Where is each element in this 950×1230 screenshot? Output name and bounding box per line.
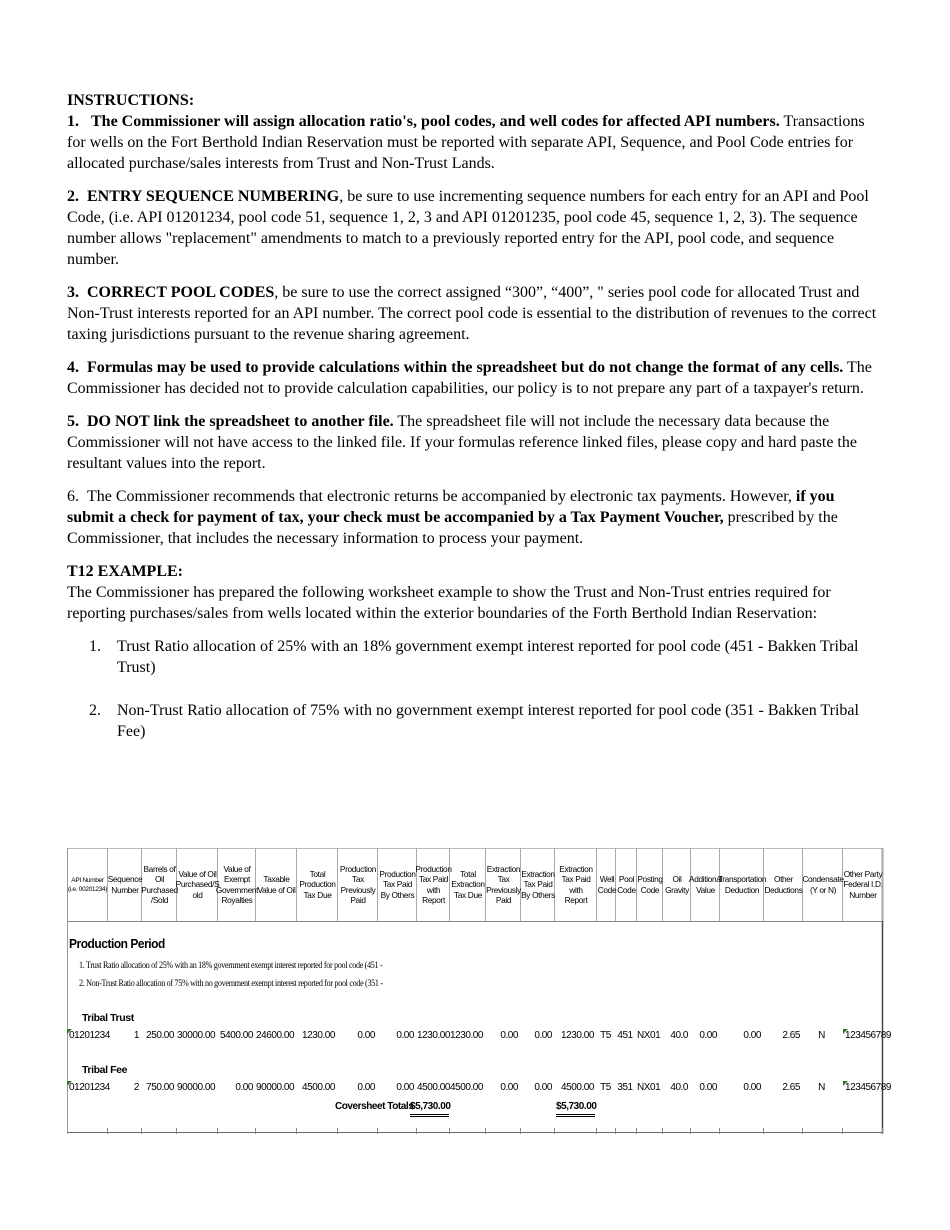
table-cell[interactable]: 0.00 [235, 1082, 253, 1093]
worksheet-note-2: 2. Non-Trust Ratio allocation of 75% with no government exempt interest reported for pool code (351 - [79, 978, 383, 988]
group-label-tribal-fee: Tribal Fee [82, 1064, 128, 1076]
item-bold-text: if you submit a check for payment of tax, your check must be accompanied by a Tax Payment Voucher, [67, 488, 835, 526]
table-cell[interactable]: 0.00 [357, 1082, 375, 1093]
column-header: Sequence Number [107, 874, 143, 895]
table-cell[interactable]: N [818, 1082, 825, 1093]
table-cell[interactable]: N [818, 1030, 825, 1041]
instruction-item-4 [67, 357, 882, 399]
table-cell[interactable]: 1230.00 [561, 1030, 594, 1041]
column-header: Production Tax Paid with Report [415, 863, 452, 905]
cell-error-indicator [67, 1081, 72, 1086]
table-cell[interactable]: 4500.00 [450, 1082, 483, 1093]
item-text: , be sure to use the correct assigned “300”, “400”, " series pool code for allocated Trust and Non-Trust interests reported for an API number. The correct pool code is essential to the distribution of revenues to the correct taxing jurisdictions pursuant to the revenue sharing agreement. [67, 284, 877, 343]
section-title: Production Period [69, 936, 165, 951]
table-cell[interactable]: 2.65 [782, 1082, 800, 1093]
totals-extraction-value: $5,730.00 [556, 1101, 597, 1112]
column-header: Production Tax Previously Paid [339, 863, 377, 905]
table-cell[interactable]: T5 [600, 1030, 611, 1041]
instruction-item-1 [67, 111, 882, 174]
column-header: Other Deductions [764, 874, 803, 895]
table-cell[interactable]: 1230.00 [450, 1030, 483, 1041]
item-number: 4. [67, 359, 79, 376]
table-cell[interactable]: 1230.00 [302, 1030, 335, 1041]
table-cell[interactable]: 90000.00 [256, 1082, 295, 1093]
totals-production-value: $5,730.00 [410, 1101, 451, 1112]
column-header: Total Extraction Tax Due [451, 868, 485, 900]
column-header: Taxable Value of Oil [257, 874, 296, 895]
table-cell[interactable]: 123456789 [845, 1082, 892, 1093]
list-text: Trust Ratio allocation of 25% with an 18% government exempt interest reported for pool code (451 - Bakken Tribal Trust) [117, 638, 859, 676]
totals-label: Coversheet Totals [335, 1101, 414, 1112]
item-number: 6. [67, 488, 79, 505]
column-header: Other Party Federal I.D. Number [843, 868, 883, 900]
cell-error-indicator [843, 1029, 848, 1034]
worksheet-note-1: 1. Trust Ratio allocation of 25% with an 18% government exempt interest reported for pool code (451 - [79, 960, 383, 970]
item-text: Transactions for wells on the Fort Berthold Indian Reservation must be reported with separate API, Sequence, and Pool Code entries for allocated purchase/sales interests from Trust and Non-Trust Lands. [67, 113, 865, 172]
list-number: 2. [89, 702, 101, 719]
instruction-item-5 [67, 411, 882, 474]
group-label-tribal-trust: Tribal Trust [82, 1012, 134, 1024]
instruction-item-3 [67, 282, 882, 345]
column-header: Oil Gravity [665, 874, 689, 895]
table-cell[interactable]: 4500.00 [561, 1082, 594, 1093]
item-number: 3. [67, 284, 79, 301]
item-bold-text: ENTRY SEQUENCE NUMBERING [87, 188, 340, 205]
totals-underline [410, 1114, 449, 1115]
item-bold-text: CORRECT POOL CODES [87, 284, 275, 301]
column-header: Production Tax Paid By Others [379, 868, 416, 900]
column-header: Extraction Tax Previously Paid [486, 863, 521, 905]
table-cell[interactable]: 351 [617, 1082, 633, 1093]
table-cell[interactable]: 5400.00 [220, 1030, 253, 1041]
table-cell[interactable]: 90000.00 [177, 1082, 216, 1093]
item-text: The Commissioner has decided not to provide calculation capabilities, our policy is to not prepare any part of a taxpayer's return. [67, 359, 872, 397]
table-cell[interactable]: 0.00 [743, 1030, 761, 1041]
column-header: Additional Value [689, 874, 722, 895]
table-cell[interactable]: 0.00 [500, 1030, 518, 1041]
item-number: 5. [67, 413, 79, 430]
table-cell[interactable]: 0.00 [534, 1082, 552, 1093]
column-header: Extraction Tax Paid By Others [521, 868, 555, 900]
example-list [67, 636, 882, 742]
table-cell[interactable]: NX01 [637, 1082, 661, 1093]
column-header: Posting Code [637, 874, 663, 895]
item-text: The spreadsheet file will not include the necessary data because the Commissioner will not have access to the linked file. If your formulas reference linked files, please copy and hard paste the resultant values into the report. [67, 413, 857, 472]
example-intro: The Commissioner has prepared the following worksheet example to show the Trust and Non-Trust entries required for reporting purchases/sales from wells located within the exterior boundaries of the Forth Berthold Indian Reservation: [67, 584, 831, 622]
table-cell[interactable]: 0.00 [699, 1030, 717, 1041]
table-cell[interactable]: 1 [133, 1030, 139, 1041]
table-cell[interactable]: 4500.00 [302, 1082, 335, 1093]
column-header: Pool Code [617, 874, 636, 895]
column-header: Value of Exempt Government Royalties [215, 863, 259, 905]
cell-error-indicator [843, 1081, 848, 1086]
item-number: 2. [67, 188, 79, 205]
column-header: Barrels of Oil Purchased /Sold [141, 863, 178, 905]
table-cell[interactable]: 0.00 [396, 1082, 414, 1093]
table-cell[interactable]: 24600.00 [256, 1030, 295, 1041]
item-text: , be sure to use incrementing sequence numbers for each entry for an API and Pool Code, (i.e. API 01201234, pool code 51, sequence 1, 2, 3 and API 01201235, pool code 45, sequence 1, 2, 3). The sequence number allows "replacement" amendments to match to a previously reported entry for the API, pool code, and sequence number. [67, 188, 869, 268]
table-cell[interactable]: 250.00 [146, 1030, 174, 1041]
column-header: Extraction Tax Paid with Report [559, 863, 593, 905]
table-cell[interactable]: 30000.00 [177, 1030, 216, 1041]
instruction-item-6 [67, 486, 882, 549]
table-cell[interactable]: 0.00 [534, 1030, 552, 1041]
column-header: Total Production Tax Due [299, 868, 336, 900]
table-cell[interactable]: 2 [133, 1082, 139, 1093]
item-bold-text: DO NOT link the spreadsheet to another file. [87, 413, 394, 430]
item-bold-text: The Commissioner will assign allocation ratio's, pool codes, and well codes for affected API numbers. [91, 113, 780, 130]
item-pre-text: The Commissioner recommends that electronic returns be accompanied by electronic tax payments. However, [87, 488, 796, 505]
table-cell[interactable]: T5 [600, 1082, 611, 1093]
table-cell[interactable]: 01201234 [69, 1082, 110, 1093]
example-heading: T12 EXAMPLE: [67, 563, 183, 580]
column-header: Well Code [597, 874, 617, 895]
totals-underline [556, 1114, 595, 1115]
table-cell[interactable]: 123456789 [845, 1030, 892, 1041]
table-cell[interactable]: 01201234 [69, 1030, 110, 1041]
column-header: Transportation Deduction [717, 874, 767, 895]
totals-underline [410, 1116, 449, 1117]
table-cell[interactable]: 0.00 [357, 1030, 375, 1041]
table-cell[interactable]: 0.00 [743, 1082, 761, 1093]
column-header: API Number (i.e. 00201234) [67, 876, 108, 893]
table-cell[interactable]: 1230.00 [417, 1030, 450, 1041]
item-bold-text: Formulas may be used to provide calculations within the spreadsheet but do not change the format of any cells. [87, 359, 844, 376]
list-number: 1. [89, 638, 101, 655]
example-list-item [67, 636, 882, 678]
worksheet-example [67, 848, 892, 1134]
table-cell[interactable]: NX01 [637, 1030, 661, 1041]
table-cell[interactable]: 4500.00 [417, 1082, 450, 1093]
totals-underline [556, 1116, 595, 1117]
table-cell[interactable]: 40.0 [670, 1082, 688, 1093]
example-list-item [67, 700, 882, 742]
column-header: Condensate (Y or N) [802, 874, 844, 895]
table-cell[interactable]: 451 [617, 1030, 633, 1041]
table-cell[interactable]: 40.0 [670, 1030, 688, 1041]
item-number: 1. [67, 113, 79, 130]
table-cell[interactable]: 2.65 [782, 1030, 800, 1041]
list-text: Non-Trust Ratio allocation of 75% with no government exempt interest reported for pool code (351 - Bakken Tribal Fee) [117, 702, 859, 740]
table-cell[interactable]: 0.00 [500, 1082, 518, 1093]
table-cell[interactable]: 0.00 [699, 1082, 717, 1093]
instruction-item-2 [67, 186, 882, 270]
table-cell[interactable]: 0.00 [396, 1030, 414, 1041]
cell-error-indicator [67, 1029, 72, 1034]
instructions-document [67, 90, 882, 764]
column-header: Value of Oil Purchased/S old [175, 868, 220, 900]
item-text: prescribed by the Commissioner, that includes the necessary information to process your payment. [67, 509, 838, 547]
table-cell[interactable]: 750.00 [146, 1082, 174, 1093]
instructions-heading: INSTRUCTIONS: [67, 92, 195, 109]
